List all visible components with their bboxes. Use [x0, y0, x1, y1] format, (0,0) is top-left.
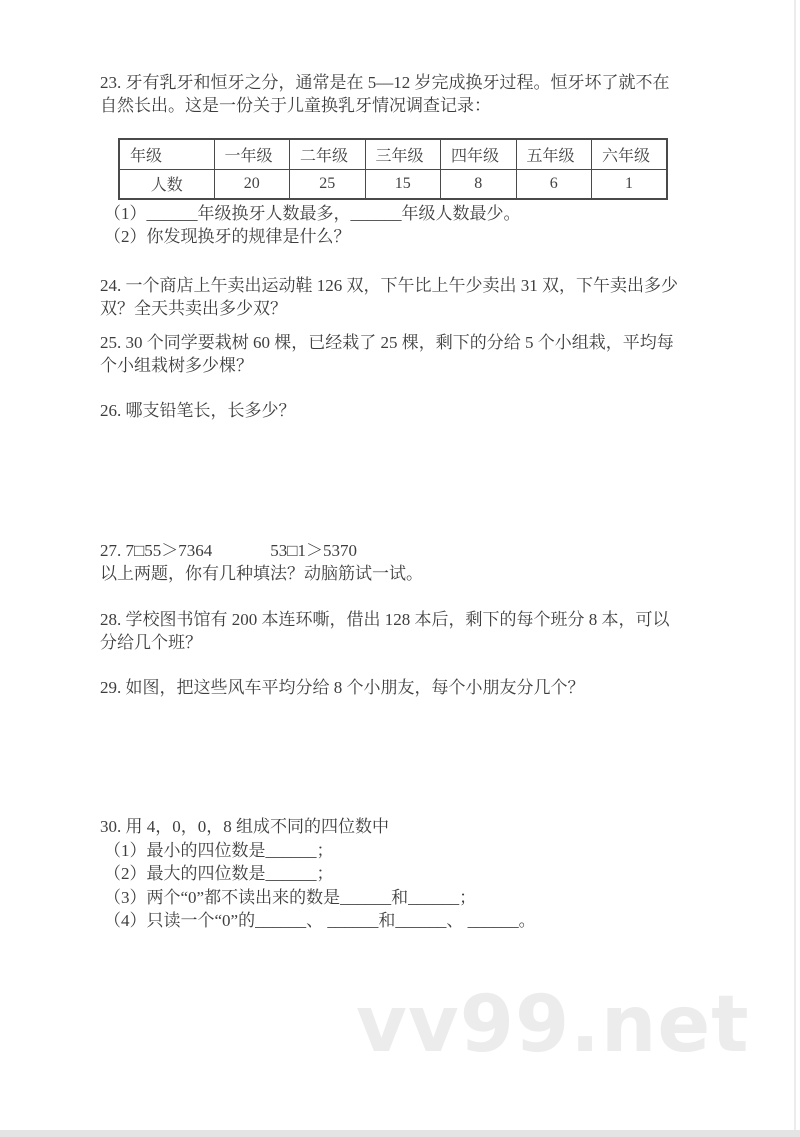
site-watermark: vv99.net	[356, 980, 750, 1070]
question-30-sub-2: （2）最大的四位数是______；	[104, 864, 334, 884]
table-value-grade1: 20	[214, 169, 290, 199]
table-value-grade3: 15	[365, 169, 441, 199]
question-24	[100, 274, 720, 320]
question-26-line-1: 26. 哪支铅笔长，长多少？	[100, 401, 296, 420]
question-28	[100, 608, 720, 654]
question-27-line-1	[100, 539, 720, 562]
table-header-grade3: 三年级	[365, 139, 441, 169]
question-27	[100, 539, 720, 585]
question-25-line-2: 个小组栽树多少棵？	[100, 356, 253, 375]
question-28-line-1: 28. 学校图书馆有 200 本连环嘶，借出 128 本后，剩下的每个班分 8 本，可以	[100, 610, 670, 629]
question-27-expression-1: 27. 7□55＞7364	[100, 541, 213, 560]
question-30-sub-4: （4）只读一个“0”的______、 ______和______、 ______。	[104, 911, 536, 931]
table-header-grade4: 四年级	[441, 139, 517, 169]
table-value-grade5: 6	[516, 169, 592, 199]
table-header-grade: 年级	[119, 139, 214, 169]
question-23-sub-2: （2）你发现换牙的规律是什么？	[104, 227, 351, 246]
viewer-bottom-bar	[0, 1130, 800, 1137]
question-23-sub-1: （1）______年级换牙人数最多，______年级人数最少。	[104, 204, 521, 223]
question-30-line-1: 30. 用 4，0，0，8 组成不同的四位数中	[100, 817, 389, 836]
question-28-line-2: 分给几个班？	[100, 633, 202, 652]
table-header-grade5: 五年级	[516, 139, 592, 169]
table-value-grade6: 1	[592, 169, 668, 199]
survey-table	[118, 138, 668, 200]
question-27-expression-2: 53□1＞5370	[270, 541, 358, 560]
question-29	[100, 676, 720, 699]
survey-table-header-row	[119, 139, 667, 169]
question-25	[100, 331, 720, 377]
question-30	[100, 815, 720, 933]
table-row-label: 人数	[119, 169, 214, 199]
question-30-sub-3: （3）两个“0”都不读出来的数是______和______；	[104, 887, 477, 907]
question-23	[100, 71, 720, 117]
question-29-line-1: 29. 如图，把这些风车平均分给 8 个小朋友，每个小朋友分几个？	[100, 678, 585, 697]
question-25-line-1: 25. 30 个同学要栽树 60 棵，已经栽了 25 棵，剩下的分给 5 个小组栽，平均每	[100, 333, 674, 352]
survey-table-data-row	[119, 169, 667, 199]
table-value-grade4: 8	[441, 169, 517, 199]
question-27-line-2: 以上两题，你有几种填法？动脑筋试一试。	[100, 564, 423, 583]
question-26	[100, 399, 720, 422]
table-header-grade6: 六年级	[592, 139, 668, 169]
question-23-line-1: 23. 牙有乳牙和恒牙之分，通常是在 5—12 岁完成换牙过程。恒牙坏了就不在	[100, 73, 670, 92]
question-23-line-2: 自然长出。这是一份关于儿童换乳牙情况调查记录：	[100, 96, 491, 115]
question-24-line-1: 24. 一个商店上午卖出运动鞋 126 双，下午比上午少卖出 31 双，下午卖出多少	[100, 276, 678, 295]
question-30-sub-1: （1）最小的四位数是______；	[104, 840, 334, 860]
table-value-grade2: 25	[290, 169, 366, 199]
table-header-grade2: 二年级	[290, 139, 366, 169]
question-24-line-2: 双？全天共卖出多少双？	[100, 299, 287, 318]
question-23-subitems	[100, 202, 720, 248]
page-right-edge-divider	[794, 0, 796, 1130]
table-header-grade1: 一年级	[214, 139, 290, 169]
